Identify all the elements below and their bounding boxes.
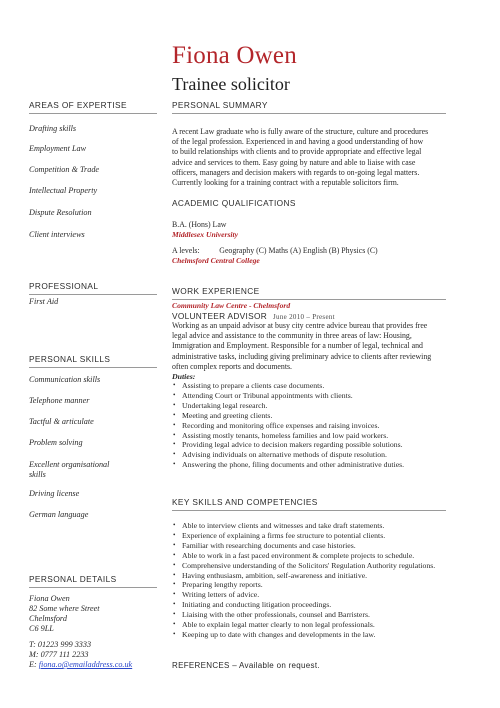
list-item: • Recording and monitoring office expenses and raising invoices. [173,420,380,430]
description-line: legal advice and assistance to the community in three areas of law: Housing, [172,331,412,341]
personal-skills-heading: PERSONAL SKILLS [29,354,157,368]
list-item: • Having enthusiasm, ambition, self-awareness and initiative. [173,570,368,580]
description-line: Working as an unpaid advisor at busy city centre advice bureau that provides free [172,321,428,330]
personal-skills-section [29,354,157,519]
phone-mobile: M: 0777 111 2233 [29,650,89,659]
professional-section [29,281,157,306]
bullet-icon: • [173,530,176,539]
skill-item: Excellent organisational [29,460,110,469]
list-item: • Meeting and greeting clients. [173,410,273,420]
work-experience-section [172,286,446,470]
bullet-icon: • [173,420,176,429]
expertise-item: Client interviews [29,230,85,239]
references-section [172,661,446,670]
list-item: • Experience of explaining a firms fee structure to potential clients. [173,530,386,540]
list-item: • Advising individuals on alternative methods of dispute resolution. [173,450,387,460]
bullet-icon: • [173,400,176,409]
summary-line: Currently looking for a training contract with a reputable solicitors firm. [172,178,399,188]
key-skills-heading: KEY SKILLS AND COMPETENCIES [172,497,446,511]
personal-summary-heading: PERSONAL SUMMARY [172,100,446,114]
list-item: • Familiar with researching documents and case histories. [173,540,356,550]
bullet-icon: • [173,521,176,529]
bullet-icon: • [173,390,176,399]
employer: Community Law Centre - Chelmsford [172,301,291,310]
college: Chelmsford Central College [172,256,260,266]
list-item: • Keeping up to date with changes and developments in the law. [173,629,376,639]
list-item: • Writing letters of advice. [173,590,260,600]
personal-details-section [29,574,157,669]
professional-item: First Aid [29,297,59,306]
list-item: • Answering the phone, filing documents and other administrative duties. [173,460,405,470]
key-skills-section [172,497,446,640]
expertise-item: Intellectual Property [29,186,98,195]
bullet-icon: • [173,560,176,569]
bullet-icon: • [173,580,176,589]
bullet-icon: • [173,460,176,469]
bullet-icon: • [173,440,176,449]
academic-section [172,198,446,265]
skill-item: Driving license [29,489,80,498]
list-item: • Preparing lengthy reports. [173,580,263,590]
role-dates: June 2010 – Present [273,313,335,321]
list-item: • Providing legal advice to decision makers regarding possible solutions. [173,440,403,450]
summary-text [172,127,446,188]
professional-heading: PROFESSIONAL [29,281,157,295]
role-title: VOLUNTEER ADVISOR [172,311,268,321]
address-line: 82 Some where Street [29,604,100,613]
bullet-icon: • [173,610,176,619]
expertise-item: Drafting skills [29,124,77,133]
key-skills-list [172,521,446,640]
summary-line: A recent Law graduate who is fully aware of the structure, culture and procedures [172,127,429,136]
expertise-section [29,100,157,239]
list-item: • Able to work in a fast paced environment & complete projects to schedule. [173,550,415,560]
email-prefix: E: [29,660,39,669]
academic-heading: ACADEMIC QUALIFICATIONS [172,198,296,208]
bullet-icon: • [173,430,176,439]
bullet-icon: • [173,550,176,559]
bullet-icon: • [173,540,176,549]
summary-line: of the legal profession. Experienced in and having a good understanding of how [172,137,424,147]
list-item: • Initiating and conducting litigation proceedings. [173,600,332,610]
skill-item: Problem solving [29,438,83,447]
personal-details-heading: PERSONAL DETAILS [29,574,157,588]
phone-telephone: T: 01223 999 3333 [29,640,92,649]
bullet-icon: • [173,629,176,638]
expertise-heading: AREAS OF EXPERTISE [29,100,157,114]
bullet-icon: • [173,600,176,609]
address-line: C6 9LL [29,624,54,633]
candidate-name: Fiona Owen [172,42,297,69]
summary-line: to build relationships with clients and to provide appropriate and effective legal [172,147,422,157]
role-description [172,321,446,372]
address-line: Fiona Owen [29,594,70,603]
degree: B.A. (Hons) Law [172,220,227,229]
work-experience-heading: WORK EXPERIENCE [172,286,446,300]
references-text: REFERENCES – Available on request. [172,661,320,670]
skill-item: skills [29,470,46,479]
list-item: • Liaising with the other professionals, counsel and Barristers. [173,610,370,620]
address-line: Chelmsford [29,614,67,623]
list-item: • Able to interview clients and witnesses and take draft statements. [173,521,385,530]
bullet-icon: • [173,381,176,390]
bullet-icon: • [173,410,176,419]
bullet-icon: • [173,450,176,459]
list-item: • Comprehensive understanding of the Solicitors' Regulation Authority regulations. [173,560,436,570]
candidate-title: Trainee solicitor [172,74,290,94]
expertise-item: Dispute Resolution [29,208,92,217]
list-item: • Attending Court or Tribunal appointments with clients. [173,390,353,400]
bullet-icon: • [173,620,176,629]
list-item: • Able to explain legal matter clearly to non legal professionals. [173,620,375,630]
email-link[interactable]: fiona.o@emailaddress.co.uk [38,660,133,669]
skill-item: Communication skills [29,375,101,384]
summary-line: advice and services to them. Easy going by nature and able to liaise with case [172,157,416,167]
summary-line: officers, managers and decision makers with regards to on-going legal matters. [172,167,420,177]
skill-item: German language [29,510,89,519]
expertise-item: Employment Law [29,144,87,153]
personal-summary-section [172,100,446,188]
list-item: • Undertaking legal research. [173,400,268,410]
list-item: • Assisting mostly tenants, homeless families and low paid workers. [173,430,389,440]
a-levels: A levels: Geography (C) Maths (A) English (B) Physics (C) [172,246,378,256]
duties-list [172,381,446,470]
email-line [29,660,132,670]
bullet-icon: • [173,570,176,579]
university: Middlesex University [172,230,239,240]
list-item: • Assisting to prepare a clients case documents. [173,381,325,391]
duties-label: Duties: [172,372,196,382]
skill-item: Tactful & articulate [29,417,94,426]
description-line: administrative tasks, including giving preliminary advice to clients after reviewing [172,351,432,361]
skill-item: Telephone manner [29,396,90,405]
description-line: Immigration and Employment. Responsible for a number of legal, technical and [172,341,423,351]
bullet-icon: • [173,590,176,599]
role-line [172,311,446,321]
expertise-item: Competition & Trade [29,165,100,174]
description-line: often complex reports and documents. [172,361,293,371]
cv-header [172,42,472,95]
